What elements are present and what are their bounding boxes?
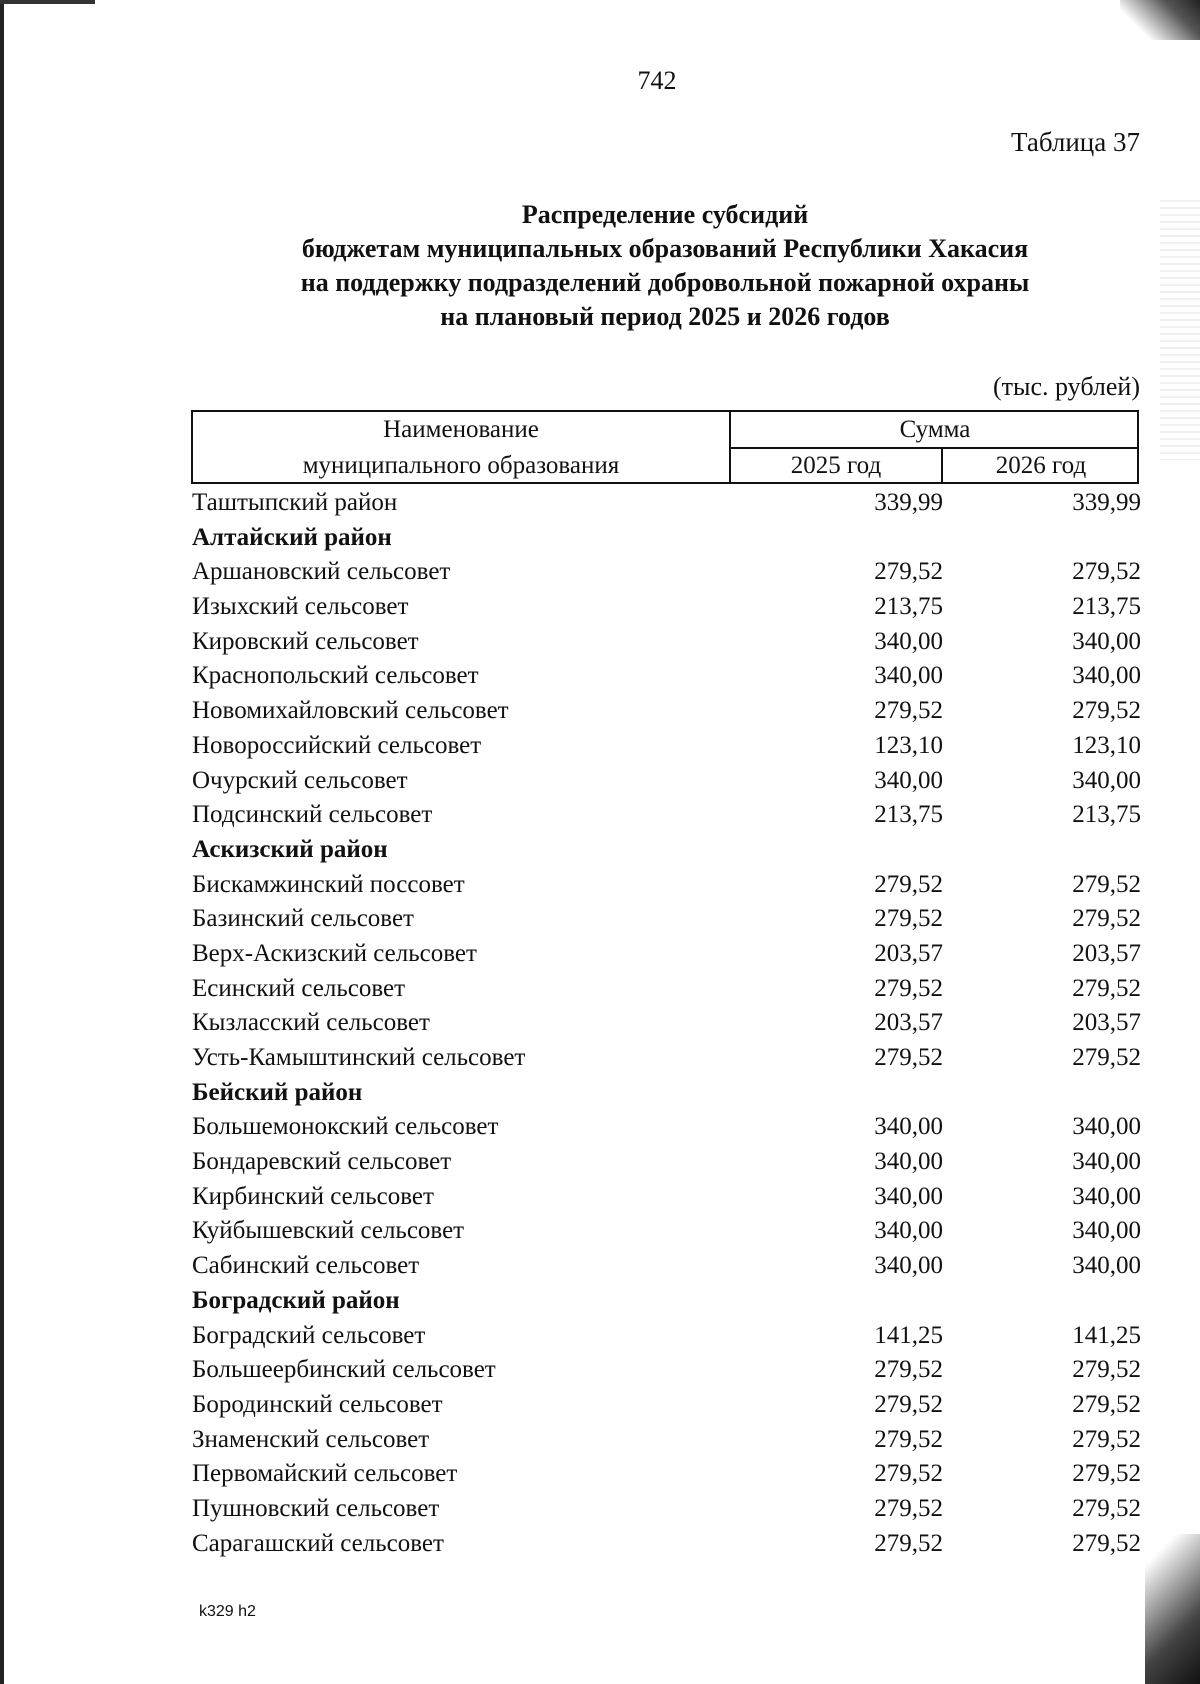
municipality-name: Аршановский сельсовет [192,558,451,586]
amount-2026: 340,00 [1072,627,1141,655]
amount-2025: 279,52 [874,1425,943,1453]
municipality-name: Боградский сельсовет [192,1321,426,1349]
table-row [191,1353,1141,1388]
header-year-2025: 2025 год [790,452,882,479]
scan-edge-top [0,0,95,4]
amount-2025: 340,00 [874,662,943,690]
group-name: Аскизский район [192,835,388,863]
amount-2026: 141,25 [1072,1321,1141,1349]
table-row [191,1457,1141,1492]
table-row [191,1214,1141,1249]
table-row [191,1423,1141,1458]
amount-2025: 340,00 [874,627,943,655]
amount-2025: 203,57 [874,939,943,967]
amount-2026: 339,99 [1072,489,1141,516]
amount-2025: 339,99 [874,489,943,516]
table-label: Таблица 37 [1011,127,1140,157]
table-row [191,937,1141,972]
amount-2026: 340,00 [1072,662,1141,690]
municipality-name: Очурский сельсовет [192,766,408,794]
amount-2026: 340,00 [1072,1182,1141,1210]
municipality-name: Кызласский сельсовет [192,1009,430,1037]
municipality-name: Подсинский сельсовет [192,801,433,829]
scan-shadow-bottom-right [1145,1534,1200,1684]
table-row [191,1249,1141,1284]
header-name-line2: муниципального образования [302,452,620,479]
municipality-name: Знаменский сельсовет [192,1425,430,1453]
amount-2025: 279,52 [874,974,943,1002]
municipality-name: Большемонокский сельсовет [192,1113,499,1141]
amount-2025: 279,52 [874,1529,943,1557]
municipality-name: Базинский сельсовет [192,905,414,933]
municipality-name: Куйбышевский сельсовет [192,1217,465,1245]
amount-2026: 279,52 [1072,905,1141,933]
table-row [191,1180,1141,1215]
amount-2025: 279,52 [874,1460,943,1488]
table-row [191,1145,1141,1180]
amount-2025: 213,75 [874,593,943,621]
group-name: Бейский район [192,1078,363,1106]
amount-2025: 340,00 [874,1182,943,1210]
table-row [191,659,1141,694]
table-row [191,798,1141,833]
amount-2025: 279,52 [874,1494,943,1522]
amount-2026: 279,52 [1072,1044,1141,1071]
municipality-name: Краснопольский сельсовет [192,662,479,690]
table-row [191,972,1141,1007]
table-row [191,902,1141,937]
table-row [191,1319,1141,1354]
table-row [191,1388,1141,1423]
amount-2025: 279,52 [874,558,943,586]
amount-2026: 203,57 [1072,939,1141,967]
table-row [191,694,1141,729]
table-group-row [191,1076,1141,1111]
table-row [191,1006,1141,1041]
table-row [191,868,1141,903]
amount-2025: 340,00 [874,766,943,794]
table-row [191,1110,1141,1145]
amount-2026: 279,52 [1072,1460,1141,1488]
document-title [240,198,1090,334]
amount-2025: 340,00 [874,1148,943,1176]
units-note: (тыс. рублей) [992,372,1140,401]
amount-2025: 279,52 [874,870,943,898]
amount-2026: 279,52 [1072,1425,1141,1453]
title-line: на плановый период 2025 и 2026 годов [440,302,890,331]
table-row [191,729,1141,764]
table-body [191,486,1141,1561]
amount-2026: 340,00 [1072,1252,1141,1280]
amount-2025: 279,52 [874,1356,943,1384]
amount-2026: 279,52 [1072,1494,1141,1522]
amount-2026: 279,52 [1072,1529,1141,1557]
amount-2026: 279,52 [1072,1390,1141,1418]
group-name: Боградский район [192,1286,400,1314]
group-name: Алтайский район [192,523,392,551]
municipality-name: Таштыпский район [192,489,398,516]
title-line: на поддержку подразделений добровольной пожарной охраны [300,268,1030,297]
scan-speckle-right [1160,200,1200,460]
amount-2025: 340,00 [874,1252,943,1280]
amount-2025: 279,52 [874,1390,943,1418]
header-name-line1: Наименование [383,416,539,443]
scan-shadow-top-right [1120,0,1200,40]
table-row [191,555,1141,590]
header-year-2026: 2026 год [995,452,1087,479]
amount-2025: 279,52 [874,905,943,933]
table-header [191,410,1139,484]
amount-2026: 340,00 [1072,1217,1141,1245]
amount-2025: 203,57 [874,1009,943,1037]
municipality-name: Большеербинский сельсовет [192,1356,496,1384]
municipality-name: Сабинский сельсовет [192,1252,420,1280]
municipality-name: Пушновский сельсовет [192,1494,440,1522]
amount-2025: 123,10 [874,731,943,759]
amount-2026: 123,10 [1072,731,1141,759]
title-line: бюджетам муниципальных образований Республики Хакасия [301,234,1029,263]
amount-2026: 340,00 [1072,1148,1141,1176]
municipality-name: Кирбинский сельсовет [192,1182,434,1210]
municipality-name: Бондаревский сельсовет [192,1148,452,1176]
municipality-name: Кировский сельсовет [192,627,419,655]
table-row [191,1041,1141,1076]
amount-2025: 141,25 [874,1321,943,1349]
scan-edge-left [0,0,4,1684]
amount-2026: 213,75 [1072,801,1141,829]
amount-2026: 279,52 [1072,697,1141,725]
municipality-name: Верх-Аскизский сельсовет [192,939,477,967]
amount-2026: 203,57 [1072,1009,1141,1037]
table-row [191,625,1141,660]
municipality-name: Усть-Камыштинский сельсовет [192,1044,526,1071]
municipality-name: Сарагашский сельсовет [192,1529,444,1557]
amount-2025: 279,52 [874,1044,943,1071]
table-row [191,1492,1141,1527]
table-row [191,486,1141,521]
table-group-row [191,833,1141,868]
table-row [191,590,1141,625]
table-row [191,764,1141,799]
header-divider [729,447,1139,449]
footer-code: k329 h2 [199,1603,256,1620]
municipality-name: Бородинский сельсовет [192,1390,443,1418]
amount-2026: 279,52 [1072,870,1141,898]
municipality-name: Новомихайловский сельсовет [192,697,509,725]
amount-2025: 279,52 [874,697,943,725]
municipality-name: Изыхский сельсовет [192,593,409,621]
municipality-name: Бискамжинский поссовет [192,870,465,898]
amount-2025: 213,75 [874,801,943,829]
municipality-name: Есинский сельсовет [192,974,406,1002]
amount-2026: 279,52 [1072,974,1141,1002]
page-number: 742 [637,66,677,95]
municipality-name: Новороссийский сельсовет [192,731,482,759]
amount-2025: 340,00 [874,1113,943,1141]
title-line: Распределение субсидий [521,200,809,229]
amount-2026: 340,00 [1072,766,1141,794]
table-group-row [191,1284,1141,1319]
table-group-row [191,521,1141,556]
amount-2025: 340,00 [874,1217,943,1245]
amount-2026: 279,52 [1072,558,1141,586]
municipality-name: Первомайский сельсовет [192,1460,458,1488]
table-row [191,1527,1141,1562]
header-sum: Сумма [899,416,971,443]
amount-2026: 340,00 [1072,1113,1141,1141]
amount-2026: 213,75 [1072,593,1141,621]
amount-2026: 279,52 [1072,1356,1141,1384]
